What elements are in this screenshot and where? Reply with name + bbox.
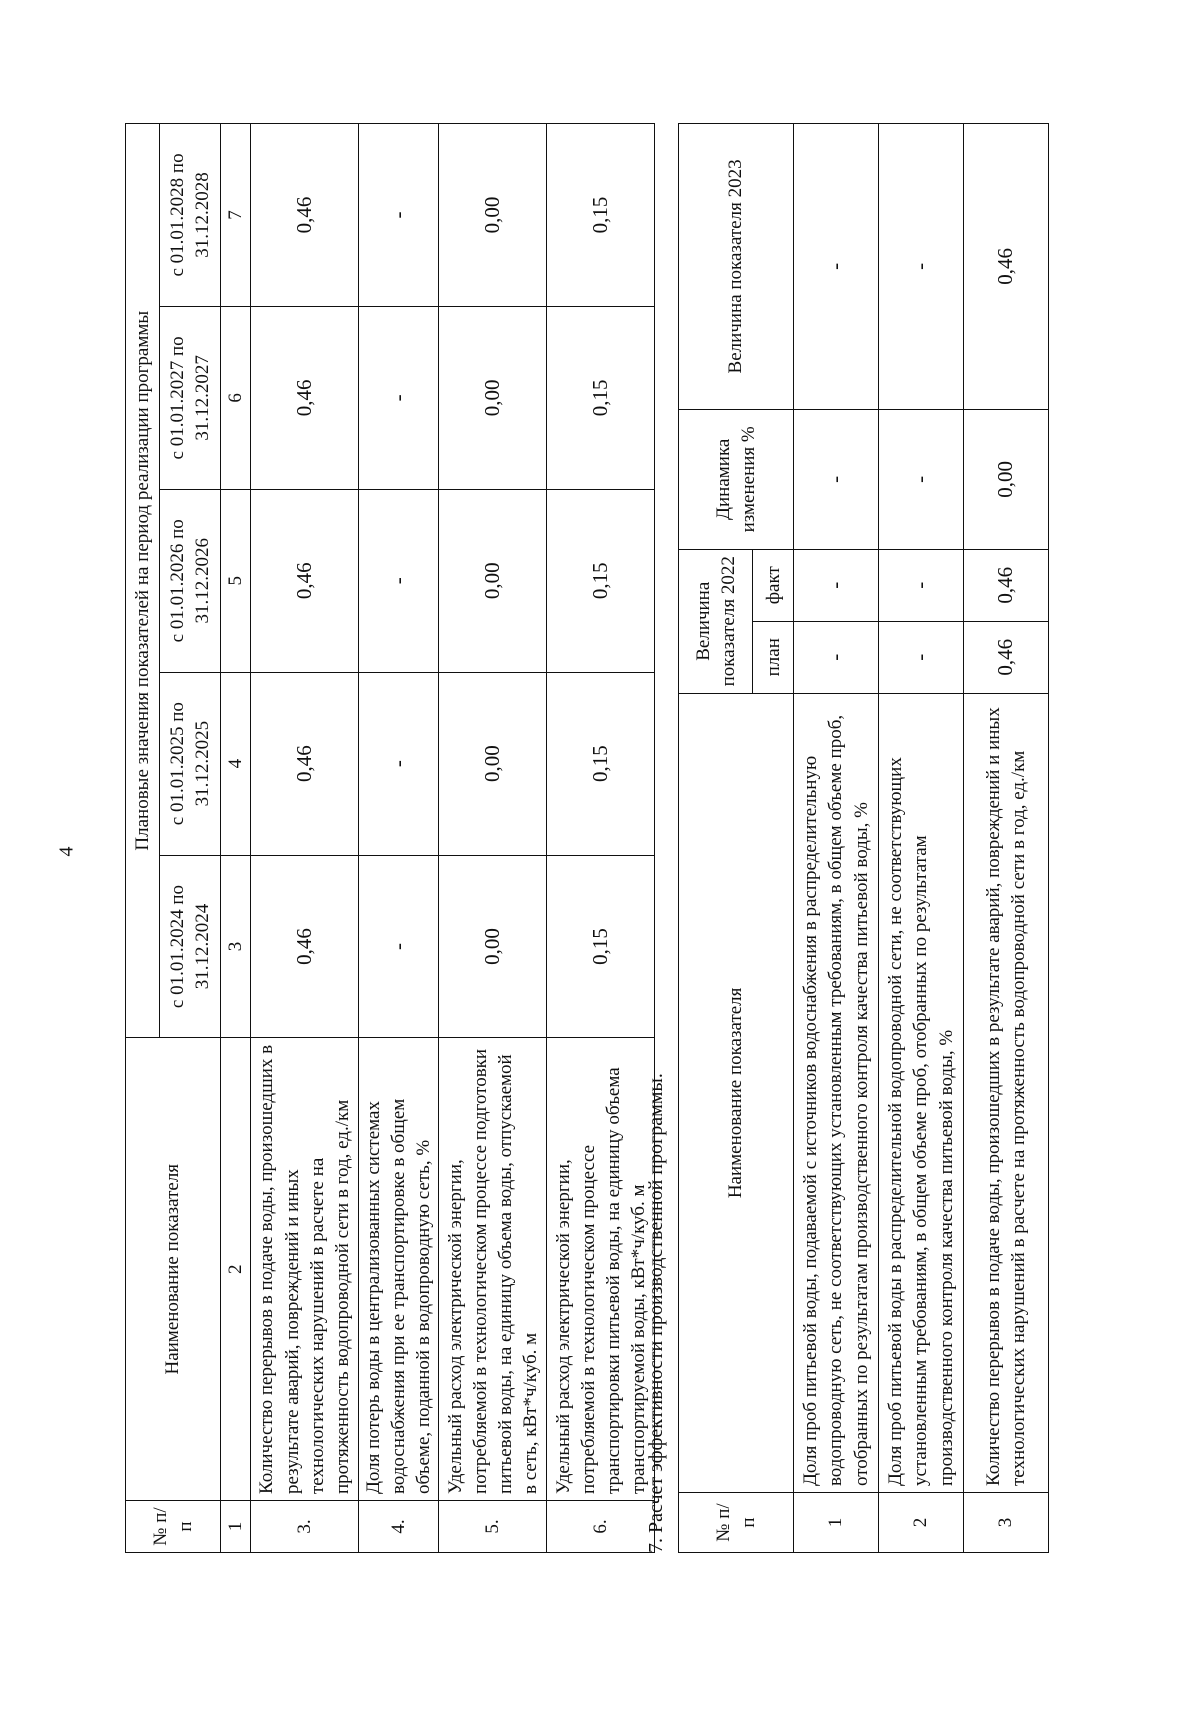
row-num: 2 bbox=[879, 1493, 964, 1553]
column-number: 7 bbox=[221, 124, 251, 307]
header-value-2022: Величина показателя 2022 bbox=[679, 549, 753, 693]
table-header-row bbox=[126, 124, 160, 1553]
header-fact: факт bbox=[753, 549, 794, 621]
row-value-2023: - bbox=[879, 124, 964, 410]
table-row bbox=[547, 124, 655, 1553]
row-value: - bbox=[359, 672, 439, 855]
row-value: 0,00 bbox=[439, 306, 547, 489]
header-period: с 01.01.2028 по 31.12.2028 bbox=[159, 124, 220, 307]
page-number: 4 bbox=[55, 846, 78, 857]
table-row bbox=[439, 124, 547, 1553]
header-name: Наименование показателя bbox=[679, 693, 794, 1492]
rotated-document-content bbox=[125, 123, 1070, 1553]
column-number: 3 bbox=[221, 855, 251, 1038]
row-value: 0,15 bbox=[547, 124, 655, 307]
row-fact: - bbox=[794, 549, 879, 621]
row-plan: - bbox=[794, 621, 879, 693]
header-num: № п/п bbox=[126, 1501, 221, 1553]
row-value: - bbox=[359, 306, 439, 489]
header-period: с 01.01.2024 по 31.12.2024 bbox=[159, 855, 220, 1038]
header-group: Плановые значения показателей на период реализации программы bbox=[126, 124, 160, 1038]
row-num: 5. bbox=[439, 1501, 547, 1553]
row-num: 3 bbox=[964, 1493, 1049, 1553]
row-num: 6. bbox=[547, 1501, 655, 1553]
column-number: 5 bbox=[221, 489, 251, 672]
section-caption: 7. Расчет эффективности производственной программы. bbox=[645, 1073, 667, 1553]
header-period: с 01.01.2026 по 31.12.2026 bbox=[159, 489, 220, 672]
row-value: 0,15 bbox=[547, 855, 655, 1038]
row-value: - bbox=[359, 855, 439, 1038]
header-plan: план bbox=[753, 621, 794, 693]
planned-indicators-table bbox=[125, 123, 655, 1553]
row-name: Удельный расход электрической энергии, потребляемой в технологическом процессе транспортировки питьевой воды, на единицу объема транспортируемой воды, кВт*ч/куб. м bbox=[547, 1038, 655, 1501]
row-name: Удельный расход электрической энергии, потребляемой в технологическом процессе подготовки питьевой воды, на единицу объема воды, отпускаемой в сеть, кВт*ч/куб. м bbox=[439, 1038, 547, 1501]
row-value: 0,15 bbox=[547, 672, 655, 855]
row-name: Доля проб питьевой воды в распределительной водопроводной сети, не соответствующих установленным требованиям, в общем объеме проб, отобранных по результатам производственного контроля качества питьевой воды, % bbox=[879, 693, 964, 1492]
table-row bbox=[251, 124, 359, 1553]
row-value: 0,00 bbox=[439, 124, 547, 307]
table-row bbox=[879, 124, 964, 1553]
row-value-2023: 0,46 bbox=[964, 124, 1049, 410]
row-fact: - bbox=[879, 549, 964, 621]
header-value-2023: Величина показателя 2023 bbox=[679, 124, 794, 410]
row-value: 0,46 bbox=[251, 306, 359, 489]
row-value: 0,15 bbox=[547, 306, 655, 489]
row-name: Количество перерывов в подаче воды, произошедших в результате аварий, повреждений и иных технологических нарушений в расчете на протяженность водопроводной сети в год, ед./км bbox=[964, 693, 1049, 1492]
row-plan: - bbox=[879, 621, 964, 693]
efficiency-table bbox=[678, 123, 1049, 1553]
header-dynamics: Динамика изменения % bbox=[679, 409, 794, 549]
column-number: 1 bbox=[221, 1501, 251, 1553]
column-number: 6 bbox=[221, 306, 251, 489]
table-row bbox=[964, 124, 1049, 1553]
header-num: № п/п bbox=[679, 1493, 794, 1553]
row-value: 0,46 bbox=[251, 855, 359, 1038]
row-dynamics: - bbox=[879, 409, 964, 549]
header-period: с 01.01.2025 по 31.12.2025 bbox=[159, 672, 220, 855]
column-numbers-row bbox=[221, 124, 251, 1553]
column-number: 2 bbox=[221, 1038, 251, 1501]
row-value: - bbox=[359, 489, 439, 672]
header-period: с 01.01.2027 по 31.12.2027 bbox=[159, 306, 220, 489]
row-value: 0,46 bbox=[251, 672, 359, 855]
row-name: Доля потерь воды в централизованных системах водоснабжения при ее транспортировке в общем объеме, поданной в водопроводную сеть, % bbox=[359, 1038, 439, 1501]
row-num: 3. bbox=[251, 1501, 359, 1553]
row-value: 0,46 bbox=[251, 124, 359, 307]
row-value: - bbox=[359, 124, 439, 307]
row-value: 0,00 bbox=[439, 489, 547, 672]
row-value: 0,15 bbox=[547, 489, 655, 672]
row-num: 1 bbox=[794, 1493, 879, 1553]
table-row bbox=[359, 124, 439, 1553]
row-name: Доля проб питьевой воды, подаваемой с источников водоснабжения в распределительную водопроводную сеть, не соответствующих установленным требованиям, в общем объеме проб, отобранных по результатам производственного контроля качества питьевой воды, % bbox=[794, 693, 879, 1492]
row-fact: 0,46 bbox=[964, 549, 1049, 621]
row-num: 4. bbox=[359, 1501, 439, 1553]
table-row bbox=[794, 124, 879, 1553]
row-value: 0,46 bbox=[251, 489, 359, 672]
row-name: Количество перерывов в подаче воды, произошедших в результате аварий, повреждений и иных технологических нарушений в расчете на протяженность водопроводной сети в год, ед./км bbox=[251, 1038, 359, 1501]
row-value-2023: - bbox=[794, 124, 879, 410]
table-header-row bbox=[679, 124, 753, 1553]
row-dynamics: - bbox=[794, 409, 879, 549]
row-dynamics: 0,00 bbox=[964, 409, 1049, 549]
row-plan: 0,46 bbox=[964, 621, 1049, 693]
row-value: 0,00 bbox=[439, 672, 547, 855]
header-name: Наименование показателя bbox=[126, 1038, 221, 1501]
row-value: 0,00 bbox=[439, 855, 547, 1038]
column-number: 4 bbox=[221, 672, 251, 855]
